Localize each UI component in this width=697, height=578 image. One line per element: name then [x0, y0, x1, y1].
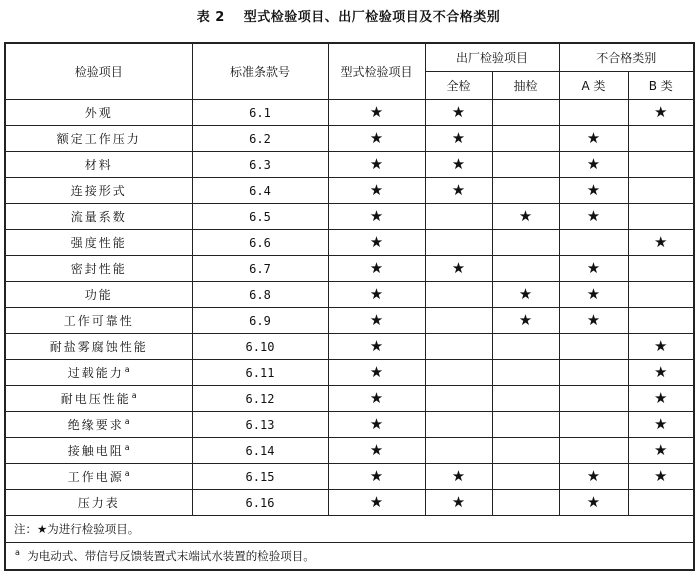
class-b-cell: [628, 308, 694, 334]
item-name-cell: [5, 152, 192, 178]
star-icon: ★: [369, 129, 384, 147]
full-check-cell: [425, 360, 492, 386]
sample-check-cell: [492, 334, 559, 360]
table-row: [5, 204, 694, 230]
table-row: [5, 178, 694, 204]
header-class-a: A 类: [559, 72, 628, 100]
class-b-cell: [628, 464, 694, 490]
table-row: [5, 438, 694, 464]
full-check-cell: [425, 100, 492, 126]
sample-check-cell: [492, 308, 559, 334]
star-icon: ★: [369, 259, 384, 277]
star-icon: ★: [369, 311, 384, 329]
clause-number-cell: [192, 152, 328, 178]
full-check-cell: [425, 412, 492, 438]
clause-number-cell: [192, 412, 328, 438]
class-b-cell: [628, 282, 694, 308]
class-b-cell: [628, 334, 694, 360]
class-a-cell: [559, 152, 628, 178]
note-2-cell: [5, 543, 694, 571]
star-icon: ★: [369, 441, 384, 459]
clause-number: 6.14: [245, 443, 275, 458]
table-row: [5, 126, 694, 152]
clause-number-cell: [192, 256, 328, 282]
clause-number-cell: [192, 178, 328, 204]
full-check-cell: [425, 126, 492, 152]
sample-check-cell: [492, 152, 559, 178]
star-icon: ★: [369, 363, 384, 381]
table-row: [5, 282, 694, 308]
class-b-cell: [628, 360, 694, 386]
item-name-cell: [5, 464, 192, 490]
full-check-cell: [425, 464, 492, 490]
inspection-table: [4, 42, 695, 571]
star-icon: ★: [369, 415, 384, 433]
clause-number-cell: [192, 438, 328, 464]
type-test-cell: [328, 100, 425, 126]
header-full-check: 全检: [425, 72, 492, 100]
clause-number: 6.9: [249, 313, 271, 328]
star-icon: ★: [369, 181, 384, 199]
full-check-cell: [425, 438, 492, 464]
class-a-cell: [559, 490, 628, 516]
header-factory-group: 出厂检验项目: [425, 43, 559, 72]
clause-number: 6.3: [249, 157, 271, 172]
table-row: [5, 412, 694, 438]
table-row: [5, 386, 694, 412]
type-test-cell: [328, 178, 425, 204]
full-check-cell: [425, 308, 492, 334]
footnote-mark: a: [131, 391, 137, 400]
type-test-cell: [328, 490, 425, 516]
star-icon: ★: [654, 389, 668, 407]
class-a-cell: [559, 282, 628, 308]
table-row: [5, 490, 694, 516]
sample-check-cell: [492, 256, 559, 282]
star-icon: ★: [654, 233, 668, 251]
sample-check-cell: [492, 100, 559, 126]
item-name: 功能: [84, 288, 113, 302]
note-row-1: [5, 516, 694, 543]
class-a-cell: [559, 360, 628, 386]
class-a-cell: [559, 334, 628, 360]
type-test-cell: [328, 464, 425, 490]
star-icon: ★: [369, 467, 384, 485]
clause-number-cell: [192, 230, 328, 256]
item-name: 强度性能: [70, 236, 127, 250]
star-icon: ★: [518, 311, 533, 329]
footnote-mark: a: [124, 469, 130, 478]
table-number: 表 2: [196, 10, 225, 25]
class-b-cell: [628, 412, 694, 438]
star-icon: ★: [654, 103, 668, 121]
star-icon: ★: [654, 363, 668, 381]
item-name-cell: [5, 204, 192, 230]
star-icon: ★: [451, 259, 466, 277]
type-test-cell: [328, 204, 425, 230]
class-a-cell: [559, 178, 628, 204]
clause-number-cell: [192, 308, 328, 334]
full-check-cell: [425, 204, 492, 230]
type-test-cell: [328, 386, 425, 412]
sample-check-cell: [492, 412, 559, 438]
type-test-cell: [328, 256, 425, 282]
item-name: 过载能力: [67, 366, 124, 380]
clause-number: 6.13: [245, 417, 275, 432]
star-icon: ★: [518, 207, 533, 225]
type-test-cell: [328, 360, 425, 386]
star-icon: ★: [369, 337, 384, 355]
full-check-cell: [425, 178, 492, 204]
class-a-cell: [559, 230, 628, 256]
clause-number: 6.5: [249, 209, 271, 224]
type-test-cell: [328, 282, 425, 308]
header-nonconformity-group: 不合格类别: [559, 43, 694, 72]
clause-number: 6.7: [249, 261, 271, 276]
sample-check-cell: [492, 230, 559, 256]
sample-check-cell: [492, 282, 559, 308]
item-name: 工作可靠性: [63, 314, 134, 328]
class-b-cell: [628, 204, 694, 230]
item-name-cell: [5, 438, 192, 464]
class-a-cell: [559, 412, 628, 438]
class-b-cell: [628, 100, 694, 126]
note-row-2: [5, 543, 694, 571]
star-icon: ★: [586, 181, 601, 199]
clause-number: 6.8: [249, 287, 271, 302]
footnote-mark: a: [15, 548, 20, 558]
clause-number-cell: [192, 282, 328, 308]
clause-number: 6.4: [249, 183, 271, 198]
type-test-cell: [328, 126, 425, 152]
star-icon: ★: [586, 259, 601, 277]
item-name-cell: [5, 282, 192, 308]
class-b-cell: [628, 126, 694, 152]
star-icon: ★: [654, 337, 668, 355]
full-check-cell: [425, 282, 492, 308]
item-name: 压力表: [77, 496, 120, 510]
star-icon: ★: [586, 155, 601, 173]
header-sample-check: 抽检: [492, 72, 559, 100]
table-row: [5, 100, 694, 126]
class-b-cell: [628, 386, 694, 412]
star-icon: ★: [586, 207, 601, 225]
item-name: 密封性能: [70, 262, 127, 276]
full-check-cell: [425, 152, 492, 178]
type-test-cell: [328, 230, 425, 256]
star-icon: ★: [451, 155, 466, 173]
item-name: 工作电源: [67, 470, 124, 484]
star-icon: ★: [586, 493, 601, 511]
star-icon: ★: [369, 389, 384, 407]
star-icon: ★: [369, 207, 384, 225]
full-check-cell: [425, 490, 492, 516]
item-name: 外观: [84, 106, 113, 120]
star-icon: ★: [586, 129, 601, 147]
item-name-cell: [5, 360, 192, 386]
footnote-mark: a: [124, 443, 130, 452]
item-name: 流量系数: [70, 210, 127, 224]
class-a-cell: [559, 100, 628, 126]
item-name-cell: [5, 178, 192, 204]
clause-number: 6.10: [245, 339, 275, 354]
item-name: 耐电压性能: [60, 392, 131, 406]
star-icon: ★: [586, 467, 601, 485]
type-test-cell: [328, 152, 425, 178]
note-2: 为电动式、带信号反馈装置式末端试水装置的检验项目。: [27, 549, 315, 563]
table-title: 型式检验项目、出厂检验项目及不合格类别: [243, 10, 501, 25]
class-a-cell: [559, 204, 628, 230]
type-test-cell: [328, 412, 425, 438]
clause-number: 6.1: [249, 105, 271, 120]
clause-number-cell: [192, 464, 328, 490]
star-icon: ★: [369, 285, 384, 303]
star-icon: ★: [451, 181, 466, 199]
star-icon: ★: [451, 103, 466, 121]
class-b-cell: [628, 178, 694, 204]
item-name: 绝缘要求: [67, 418, 124, 432]
item-name: 耐盐雾腐蚀性能: [49, 340, 148, 354]
star-icon: ★: [369, 233, 384, 251]
table-caption: [0, 6, 697, 30]
item-name: 接触电阻: [67, 444, 124, 458]
footnote-mark: a: [124, 365, 130, 374]
star-icon: ★: [654, 441, 668, 459]
item-name: 材料: [84, 158, 113, 172]
sample-check-cell: [492, 438, 559, 464]
table-row: [5, 464, 694, 490]
table-body: [5, 100, 694, 571]
class-b-cell: [628, 152, 694, 178]
item-name: 连接形式: [70, 184, 127, 198]
header-clause: 标准条款号: [192, 43, 328, 100]
sample-check-cell: [492, 386, 559, 412]
table-row: [5, 230, 694, 256]
star-icon: ★: [369, 493, 384, 511]
sample-check-cell: [492, 126, 559, 152]
sample-check-cell: [492, 360, 559, 386]
clause-number-cell: [192, 100, 328, 126]
full-check-cell: [425, 386, 492, 412]
star-icon: ★: [518, 285, 533, 303]
star-icon: ★: [451, 467, 466, 485]
clause-number: 6.6: [249, 235, 271, 250]
header-type-test: 型式检验项目: [328, 43, 425, 100]
clause-number: 6.16: [245, 495, 275, 510]
type-test-cell: [328, 334, 425, 360]
star-icon: ★: [586, 311, 601, 329]
sample-check-cell: [492, 490, 559, 516]
item-name-cell: [5, 308, 192, 334]
clause-number: 6.2: [249, 131, 271, 146]
note-1: 注：★为进行检验项目。: [5, 516, 694, 543]
header-class-b: B 类: [628, 72, 694, 100]
full-check-cell: [425, 334, 492, 360]
footnote-mark: a: [124, 417, 130, 426]
clause-number-cell: [192, 386, 328, 412]
clause-number-cell: [192, 126, 328, 152]
star-icon: ★: [586, 285, 601, 303]
sample-check-cell: [492, 464, 559, 490]
clause-number-cell: [192, 204, 328, 230]
item-name-cell: [5, 412, 192, 438]
class-a-cell: [559, 308, 628, 334]
class-a-cell: [559, 126, 628, 152]
clause-number: 6.11: [245, 365, 275, 380]
table-row: [5, 334, 694, 360]
clause-number-cell: [192, 490, 328, 516]
item-name-cell: [5, 230, 192, 256]
star-icon: ★: [451, 493, 466, 511]
type-test-cell: [328, 308, 425, 334]
table-row: [5, 360, 694, 386]
item-name-cell: [5, 256, 192, 282]
table-row: [5, 308, 694, 334]
table-row: [5, 256, 694, 282]
item-name-cell: [5, 386, 192, 412]
item-name-cell: [5, 100, 192, 126]
class-b-cell: [628, 256, 694, 282]
star-icon: ★: [369, 155, 384, 173]
star-icon: ★: [654, 467, 668, 485]
item-name-cell: [5, 334, 192, 360]
header-row-1: [5, 43, 694, 72]
clause-number-cell: [192, 360, 328, 386]
full-check-cell: [425, 256, 492, 282]
class-b-cell: [628, 490, 694, 516]
type-test-cell: [328, 438, 425, 464]
class-a-cell: [559, 438, 628, 464]
clause-number-cell: [192, 334, 328, 360]
star-icon: ★: [369, 103, 384, 121]
class-a-cell: [559, 256, 628, 282]
sample-check-cell: [492, 178, 559, 204]
star-icon: ★: [654, 415, 668, 433]
header-item: 检验项目: [5, 43, 192, 100]
class-a-cell: [559, 386, 628, 412]
class-b-cell: [628, 438, 694, 464]
item-name: 额定工作压力: [56, 132, 141, 146]
item-name-cell: [5, 126, 192, 152]
class-a-cell: [559, 464, 628, 490]
clause-number: 6.15: [245, 469, 275, 484]
sample-check-cell: [492, 204, 559, 230]
class-b-cell: [628, 230, 694, 256]
full-check-cell: [425, 230, 492, 256]
star-icon: ★: [451, 129, 466, 147]
clause-number: 6.12: [245, 391, 275, 406]
table-row: [5, 152, 694, 178]
item-name-cell: [5, 490, 192, 516]
